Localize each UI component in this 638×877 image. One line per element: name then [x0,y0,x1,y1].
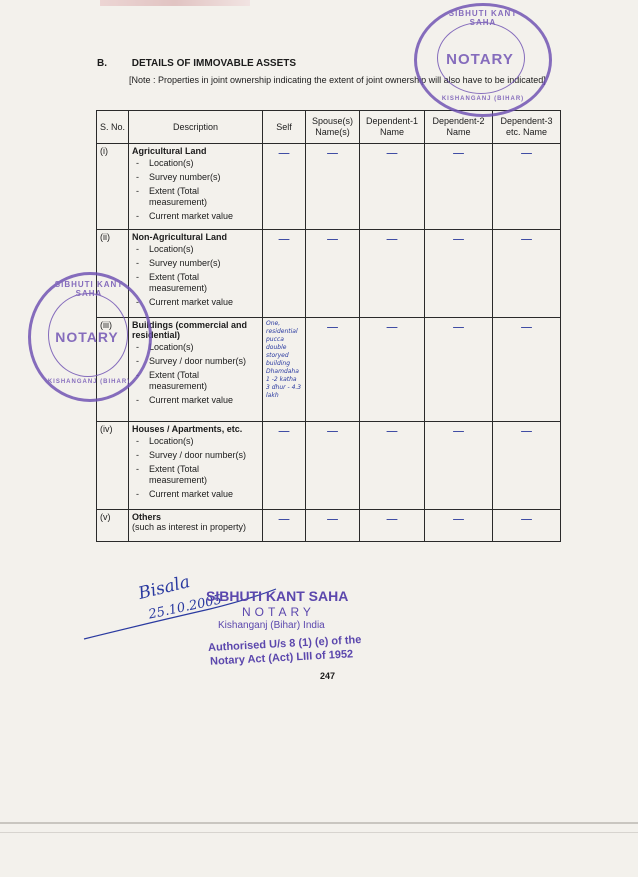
cell-dependent-1: — [360,230,425,318]
cell-dependent-3: — [493,318,561,422]
list-item: - Survey / door number(s) [136,356,259,367]
header-dependent-1: Dependent-1 Name [360,111,425,144]
cell-dependent-1: — [360,144,425,230]
list-item: - Location(s) [136,244,259,255]
stamp-center: NOTARY [55,329,119,345]
row-description [129,144,263,230]
handwritten-building-note: One, residential pucca double storyed building Dhamdaha 1 -2 katha 3 dhur - 4.3 lakh [266,320,302,399]
cell-spouse: — [306,230,360,318]
cell-dependent-3: — [493,230,561,318]
table-row [97,318,561,422]
notary-place: Kishanganj (Bihar) India [218,620,325,631]
list-item: - Current market value [136,489,259,500]
section-number: B. [97,58,107,69]
stamp-ring-bottom: KISHANGANJ (BIHAR) [441,96,525,102]
list-item: - Current market value [136,211,259,222]
cell-self [263,318,306,422]
section-title: DETAILS OF IMMOVABLE ASSETS [131,58,297,69]
table-row [97,144,561,230]
row-sno: (i) [97,144,129,230]
row-sno: (ii) [97,230,129,318]
list-item: - Extent (Total measurement) [136,186,259,208]
table-row [97,510,561,542]
header-self: Self [263,111,306,144]
row-items [132,244,259,308]
section-heading [97,58,296,69]
list-item: - Location(s) [136,436,259,447]
table-row [97,422,561,510]
list-item: - Location(s) [136,158,259,169]
cell-spouse: — [306,422,360,510]
row-category: Agricultural Land [132,146,207,156]
row-subtext: (such as interest in property) [132,522,247,532]
cell-self: — [263,230,306,318]
row-description [129,510,263,542]
list-item: - Location(s) [136,342,259,353]
cell-self: — [263,510,306,542]
list-item: - Survey number(s) [136,258,259,269]
cell-self: — [263,422,306,510]
cell-dependent-1: — [360,318,425,422]
list-item: - Extent (Total measurement) [136,370,259,392]
cell-dependent-2: — [425,318,493,422]
row-description [129,422,263,510]
stamp-ring-top: SIBHUTI KANT SAHA [448,9,518,27]
row-sno: (iv) [97,422,129,510]
cell-dependent-3: — [493,422,561,510]
header-description: Description [129,111,263,144]
notary-stamp-left [28,272,152,402]
cell-spouse: — [306,510,360,542]
list-item: - Survey number(s) [136,172,259,183]
notary-authorisation-2: Notary Act (Act) LIII of 1952 [209,648,354,668]
header-dependent-3: Dependent-3 etc. Name [493,111,561,144]
row-category: Non-Agricultural Land [132,232,227,242]
row-sno: (iii) [97,318,129,422]
cell-dependent-2: — [425,144,493,230]
page-number: 247 [320,671,336,681]
fold-line-secondary [0,832,638,833]
cell-dependent-2: — [425,422,493,510]
cell-dependent-2: — [425,230,493,318]
stamp-center: NOTARY [446,51,514,68]
row-items [132,158,259,222]
header-spouse: Spouse(s) Name(s) [306,111,360,144]
row-category: Buildings (commercial and residential) [132,320,248,340]
notary-authorisation-1: Authorised U/s 8 (1) (e) of the [207,633,362,655]
row-category: Others [132,512,162,522]
cell-spouse: — [306,318,360,422]
torn-top-edge [100,0,250,6]
fold-line [0,822,638,824]
row-category: Houses / Apartments, etc. [132,424,243,434]
immovable-assets-table [96,110,561,542]
list-item: - Survey / door number(s) [136,450,259,461]
list-item: - Current market value [136,395,259,406]
stamp-ring-top: SIBHUTI KANT SAHA [54,280,124,298]
cell-dependent-1: — [360,510,425,542]
notary-title: NOTARY [242,605,315,619]
header-dependent-2: Dependent-2 Name [425,111,493,144]
row-sno: (v) [97,510,129,542]
row-description [129,230,263,318]
notary-stamp-top-right [414,3,552,117]
section-note: [Note : Properties in joint ownership indicating the extent of joint ownership will also have to be indicated] [129,75,546,85]
list-item: - Current market value [136,297,259,308]
notary-name: SIBHUTI KANT SAHA [206,588,349,604]
handwritten-signature: Bisala [136,571,193,605]
handwritten-date: 25.10.2005 [147,592,224,623]
cell-dependent-2: — [425,510,493,542]
cell-dependent-1: — [360,422,425,510]
header-sno: S. No. [97,111,129,144]
table-row [97,230,561,318]
cell-spouse: — [306,144,360,230]
list-item: - Extent (Total measurement) [136,272,259,294]
row-items [132,436,259,500]
row-items [132,342,259,406]
stamp-ring-bottom: KISHANGANJ (BIHAR) [47,379,131,385]
list-item: - Extent (Total measurement) [136,464,259,486]
cell-dependent-3: — [493,144,561,230]
cell-dependent-3: — [493,510,561,542]
cell-self: — [263,144,306,230]
